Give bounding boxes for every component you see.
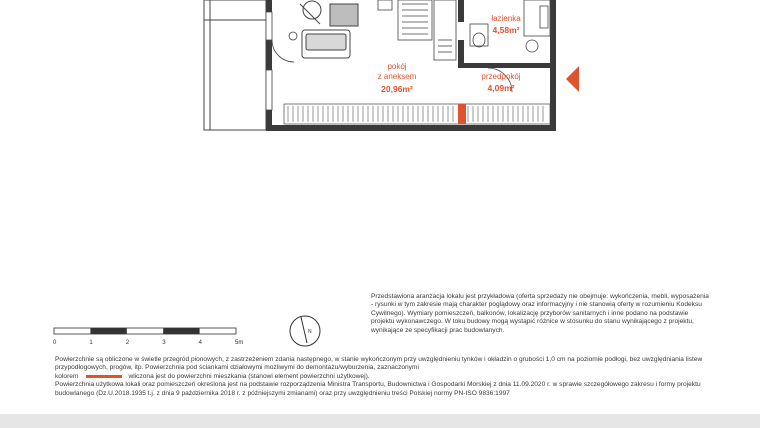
scale-tick-label: 1 xyxy=(89,340,93,346)
scale-tick-label: 0 xyxy=(53,340,57,346)
footnote-line-3: Powierzchnia użytkowa lokali oraz pomieszczeń określona jest na podstawie rozporządzenia Ministra Transportu, Budownictwa i Gospodarki Morskiej z dnia 11.09.2020 r. w sprawie szczegółowego zakresu i formy projektu budowlanego (Dz.U.2018.1935 t.j. z dnia 9 października 2018 r. z późniejszymi zmianami) oraz przy uwzględnieniu treści Polskiej normy PN-ISO 9836:1997 xyxy=(55,381,701,397)
living-area: 20,96m² xyxy=(381,84,413,94)
hall-area: 4,09m² xyxy=(487,83,515,93)
kitchen xyxy=(378,0,456,60)
disclaimer-text: Przedstawiona aranżacja lokalu jest przykładowa (oferta sprzedaży nie obejmuje: wykończenia, mebli, wyposażenia - rysunki w tym zakresie mają charakter poglądowy oraz informacyjny i nie stanowią oferty w rozumieniu Kodeksu Cywilnego). Wymiary pomieszczeń, balkonów, lokalizację przyborów sanitarnych i inne podano na podstawie projektu wykonawczego. W toku budowy mogą wystąpić różnice w stosunku do stanu wynikającego z projektu, wynikające ze specyfikacji prac budowlanych. xyxy=(371,293,709,334)
footnote xyxy=(55,356,715,398)
compass-letter: N xyxy=(308,329,312,335)
footnote-line-2 xyxy=(55,373,715,381)
footer-bar xyxy=(0,414,760,428)
footnote-line-2-start: kolorem xyxy=(55,372,79,380)
footnote-line-2-end: wliczona jest do powierzchni mieszkania (stanowi element powierzchni użytkowej). xyxy=(128,372,370,380)
wardrobe-hatching xyxy=(288,106,543,122)
removable-wall-legend xyxy=(86,375,122,378)
scale-tick-label: 5m xyxy=(235,340,244,346)
hall-name: przedpokój xyxy=(481,72,521,81)
wardrobe xyxy=(284,104,550,124)
bathroom-name: łazienka xyxy=(491,14,521,23)
compass-icon xyxy=(287,313,323,349)
bathroom-area: 4,58m² xyxy=(492,25,520,35)
sofa xyxy=(302,30,350,58)
footnote-line-1: Powierzchnie są obliczone w świetle przegród pionowych, z zastrzeżeniem zdania następnego, w stanie wykończonym przy uwzględnieniu tynków i okładzin o grubości 1,0 cm na poziomie podłogi, bez uwzględniania listew przypodłogowych, progów, itp. Powierzchnia pod ściankami działowymi możliwymi do demontażu/wyburzenia, zaznaczonymi xyxy=(55,356,703,372)
coffee-table xyxy=(300,1,358,26)
living-name-line2: z aneksem xyxy=(377,72,417,81)
scale-tick-label: 4 xyxy=(198,340,202,346)
balcony xyxy=(204,0,266,130)
unit-entrance-marker xyxy=(566,66,579,92)
scale-tick-label: 2 xyxy=(125,340,130,346)
scale-tick-label: 3 xyxy=(162,340,166,346)
door-swing xyxy=(272,32,297,62)
living-name-line1: pokój xyxy=(387,62,407,71)
